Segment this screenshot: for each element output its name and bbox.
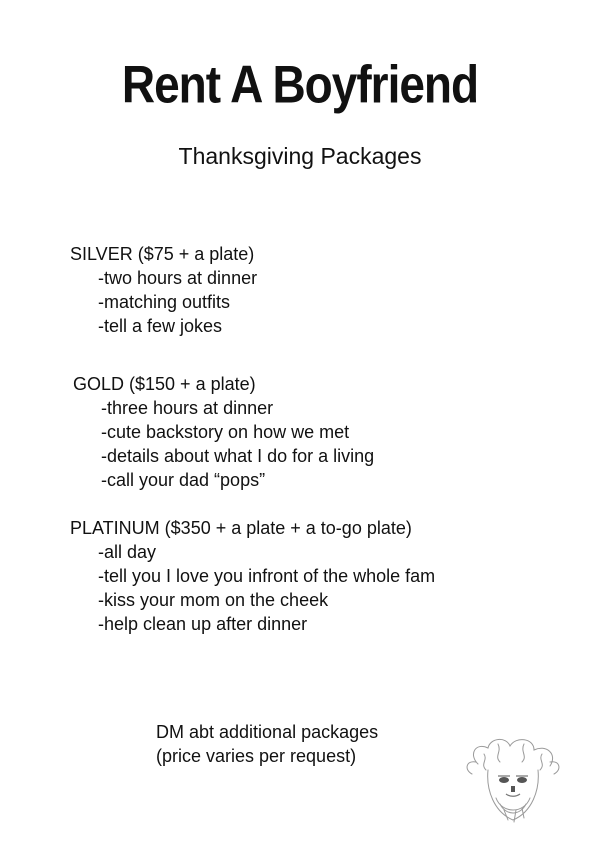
package-item-list [70, 540, 435, 636]
package-platinum [70, 516, 435, 636]
package-item: -matching outfits [98, 292, 231, 312]
package-gold [73, 372, 374, 492]
package-silver [70, 242, 257, 338]
package-item: -details about what I do for a living [101, 446, 375, 466]
package-item: -two hours at dinner [98, 268, 258, 288]
page-title: Rent A Boyfriend [121, 54, 479, 115]
package-item: -help clean up after dinner [98, 614, 308, 634]
package-item: -three hours at dinner [101, 398, 274, 418]
footer-line: (price varies per request) [156, 746, 357, 766]
package-item: -tell you I love you infront of the whole fam [98, 566, 436, 586]
package-item: -kiss your mom on the cheek [98, 590, 329, 610]
package-item-list [73, 396, 374, 492]
package-item: -call your dad “pops” [101, 470, 266, 490]
package-item: -cute backstory on how we met [101, 422, 350, 442]
footer-note [156, 720, 378, 768]
sketch-face-watermark-icon [458, 734, 568, 830]
package-item-list [70, 266, 257, 338]
package-heading: SILVER ($75 + a plate) [70, 244, 255, 264]
package-heading: GOLD ($150 + a plate) [73, 374, 256, 394]
page-subtitle: Thanksgiving Packages [178, 143, 422, 169]
package-item: -tell a few jokes [98, 316, 223, 336]
package-item: -all day [98, 542, 157, 562]
footer-line: DM abt additional packages [156, 722, 379, 742]
package-heading: PLATINUM ($350 + a plate + a to-go plate) [70, 518, 412, 538]
